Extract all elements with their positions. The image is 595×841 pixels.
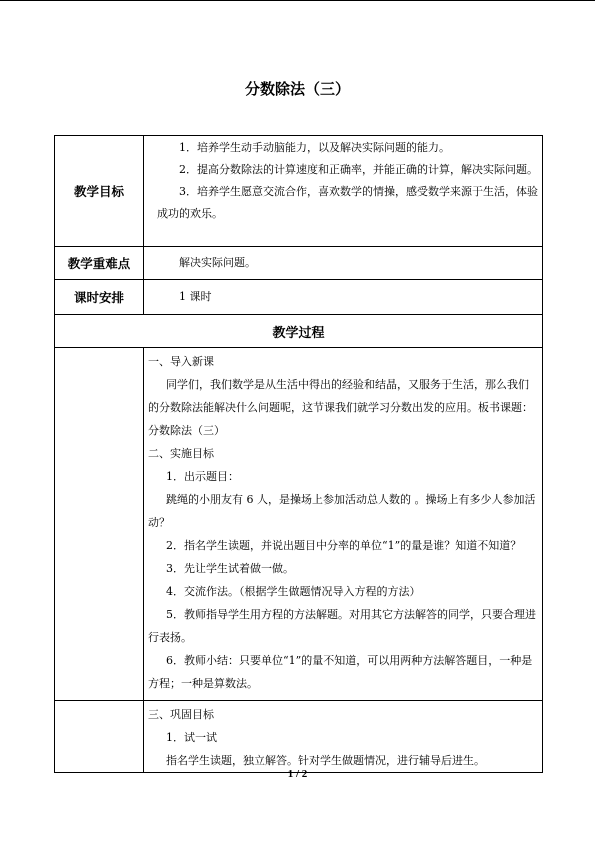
- process-row: [55, 348, 543, 701]
- key-points-label: 教学重难点: [55, 247, 144, 280]
- process-content-2: [144, 701, 543, 773]
- key-points-row: [55, 247, 543, 280]
- key-points-value: [144, 247, 543, 280]
- paragraph: 指名学生读题，独立解答。针对学生做题情况，进行辅导后进生。: [166, 754, 485, 767]
- objective-item: 3．培养学生愿意交流合作，喜欢数学的情操，感受数学来源于生活，体验成功的欢乐。: [157, 185, 538, 220]
- section-title: 一、导入新课: [148, 355, 214, 368]
- objective-item: 2．提高分数除法的计算速度和正确率，并能正确的计算，解决实际问题。: [179, 163, 538, 176]
- paragraph: 5．教师指导学生用方程的方法解题。对用其它方法解答的同学，只要合理进行表扬。: [148, 608, 536, 644]
- process-left-cell: [55, 701, 144, 773]
- schedule-value: [144, 280, 543, 315]
- process-content: [144, 348, 543, 701]
- schedule-label: 课时安排: [55, 280, 144, 315]
- paragraph: 同学们，我们数学是从生活中得出的经验和结晶，又服务于生活，那么我们的分数除法能解决什么问题呢，这节课我们就学习分数出发的应用。板书课题：分数除法（三）: [148, 378, 533, 437]
- paragraph: 6．教师小结：只要单位“1”的量不知道，可以用两种方法解答题目，一种是方程；一种是算数法。: [148, 654, 533, 690]
- schedule-text: 1 课时: [179, 290, 212, 303]
- paragraph: 1．出示题目：: [166, 470, 239, 483]
- key-points-text: 解决实际问题。: [179, 256, 256, 269]
- paragraph: 3．先让学生试着做一做。: [166, 562, 294, 575]
- paragraph: 跳绳的小朋友有 6 人，是操场上参加活动总人数的 。操场上有多少人参加活动？: [148, 493, 536, 529]
- process-left-cell: [55, 348, 144, 701]
- paragraph: 4．交流作法。（根据学生做题情况导入方程的方法）: [166, 585, 421, 598]
- section-title: 二、实施目标: [148, 447, 214, 460]
- paragraph: 2．指名学生读题，并说出题目中分率的单位“1”的量是谁？知道不知道？: [166, 539, 522, 552]
- process-header: 教学过程: [55, 315, 543, 348]
- objectives-row: [55, 136, 543, 247]
- header-rule: [0, 0, 595, 1]
- page-title: 分数除法（三）: [244, 80, 350, 98]
- page-number: 1 / 2: [287, 768, 308, 780]
- objective-item: 1．培养学生动手动脑能力，以及解决实际问题的能力。: [179, 141, 450, 154]
- section-title: 三、巩固目标: [148, 708, 214, 721]
- objectives-label: 教学目标: [55, 136, 144, 247]
- process-row-2: [55, 701, 543, 773]
- schedule-row: [55, 280, 543, 315]
- paragraph: 1．试一试: [166, 731, 217, 744]
- process-header-row: [55, 315, 543, 348]
- lesson-plan-table: [54, 135, 543, 773]
- objectives-content: [144, 136, 543, 247]
